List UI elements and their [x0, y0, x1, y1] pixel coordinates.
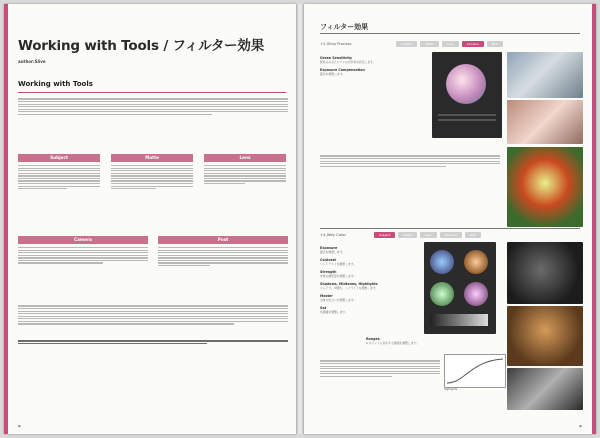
page-number-right: ■	[579, 424, 582, 428]
item-title-exposure-2: Exposure	[320, 246, 338, 250]
divider-rule	[320, 228, 580, 229]
author-label: author:Slive	[18, 59, 46, 64]
clock-photo-icon	[507, 52, 583, 98]
sub-label-2strip: +2-Strip Process	[320, 41, 352, 46]
items-2strip	[320, 52, 430, 76]
right-page	[304, 4, 596, 434]
column-lens	[204, 154, 286, 186]
items-4way	[320, 242, 420, 314]
tag-subject-2: Subject	[374, 232, 395, 238]
intro-paragraph	[18, 97, 288, 116]
column-subject	[18, 154, 100, 191]
clock-photo-tinted-icon	[507, 100, 583, 144]
filter-panel-screenshot	[432, 52, 502, 138]
item-text-exposure: 露出を調整します。	[320, 72, 345, 76]
column-heading-matte: Matte	[111, 154, 193, 162]
tag-row-2strip	[396, 41, 503, 47]
highlights-graph-icon	[444, 354, 506, 388]
left-page	[4, 4, 296, 434]
item-title-exposure: Exposure Compensation	[320, 68, 365, 72]
column-heading-post: Post	[158, 236, 288, 244]
bold-note	[18, 339, 288, 346]
tag-camera: Camera	[462, 41, 484, 47]
item-title-ranges: Ranges	[366, 337, 380, 341]
item-text-sat: 色調値を調整します。	[320, 310, 348, 314]
item-ranges	[366, 333, 436, 345]
tag-subject: Subject	[396, 41, 417, 47]
column-camera	[18, 236, 148, 265]
caption-highlights: Highlights	[444, 388, 458, 391]
item-text-smh: シャドウ、中間色、ハイライトを調整します。	[320, 286, 379, 290]
column-heading-lens: Lens	[204, 154, 286, 162]
wheel-highlights-icon	[430, 282, 454, 306]
item-text-exposure-2: 露出を調整します。	[320, 250, 345, 254]
cat-photo-icon	[507, 242, 583, 304]
item-text-contrast: コントラストを調整します。	[320, 262, 357, 266]
item-title-contrast: Contrast	[320, 258, 336, 262]
item-title-green: Green Sensitivity	[320, 56, 353, 60]
tag-matte-2: Matte	[398, 232, 417, 238]
right-page-title: フィルター効果	[320, 23, 369, 31]
tag-matte: Matte	[420, 41, 439, 47]
wheel-midtones-icon	[464, 250, 488, 274]
color-wheel-icon	[446, 64, 486, 104]
column-matte	[111, 154, 193, 191]
page-title: Working with Tools / フィルター効果	[18, 38, 265, 54]
sub-label-4way: +4-Way Color	[320, 232, 347, 237]
page-number-left: ■	[18, 424, 21, 428]
para-4way	[320, 359, 440, 378]
item-text-master: 全体の色合いを調整します。	[320, 298, 357, 302]
tag-row-4way	[374, 232, 481, 238]
flower-photo-icon	[507, 147, 583, 227]
item-text-ranges: 4 ポイントに対応する範囲を調整します。	[366, 341, 419, 345]
item-text-green: 緑色のみまとシアンの光対象を設定します。	[320, 60, 376, 64]
item-title-master: Master	[320, 294, 333, 298]
tag-lens: Lens	[442, 41, 459, 47]
cat-photo-tinted-icon	[507, 306, 583, 366]
item-title-strength: Strength	[320, 270, 337, 274]
wheel-master-icon	[464, 282, 488, 306]
section-title: Working with Tools	[18, 80, 93, 88]
left-page-edge	[4, 4, 8, 434]
column-heading-camera: Camera	[18, 236, 148, 244]
bw-photo-icon	[507, 368, 583, 410]
item-text-strength: 効果の適用量を調整します。	[320, 274, 357, 278]
tag-camera-2: Camera	[440, 232, 462, 238]
item-title-smh: Shadows, Midtones, Highlights	[320, 282, 378, 286]
column-heading-subject: Subject	[18, 154, 100, 162]
book-gutter	[296, 4, 304, 434]
right-page-edge	[592, 4, 596, 434]
tag-lens-2: Lens	[420, 232, 437, 238]
right-title-rule	[320, 33, 580, 34]
tag-post: Post	[487, 41, 503, 47]
tag-post-2: Post	[465, 232, 481, 238]
curve-graph-icon	[445, 355, 505, 387]
column-post	[158, 236, 288, 268]
ranges-curve-icon	[430, 314, 488, 326]
four-way-panel-screenshot	[424, 242, 496, 334]
para-2strip	[320, 154, 500, 168]
body-paragraph	[18, 304, 288, 326]
wheel-shadows-icon	[430, 250, 454, 274]
item-title-sat: Sat	[320, 306, 327, 310]
section-rule	[18, 92, 286, 93]
